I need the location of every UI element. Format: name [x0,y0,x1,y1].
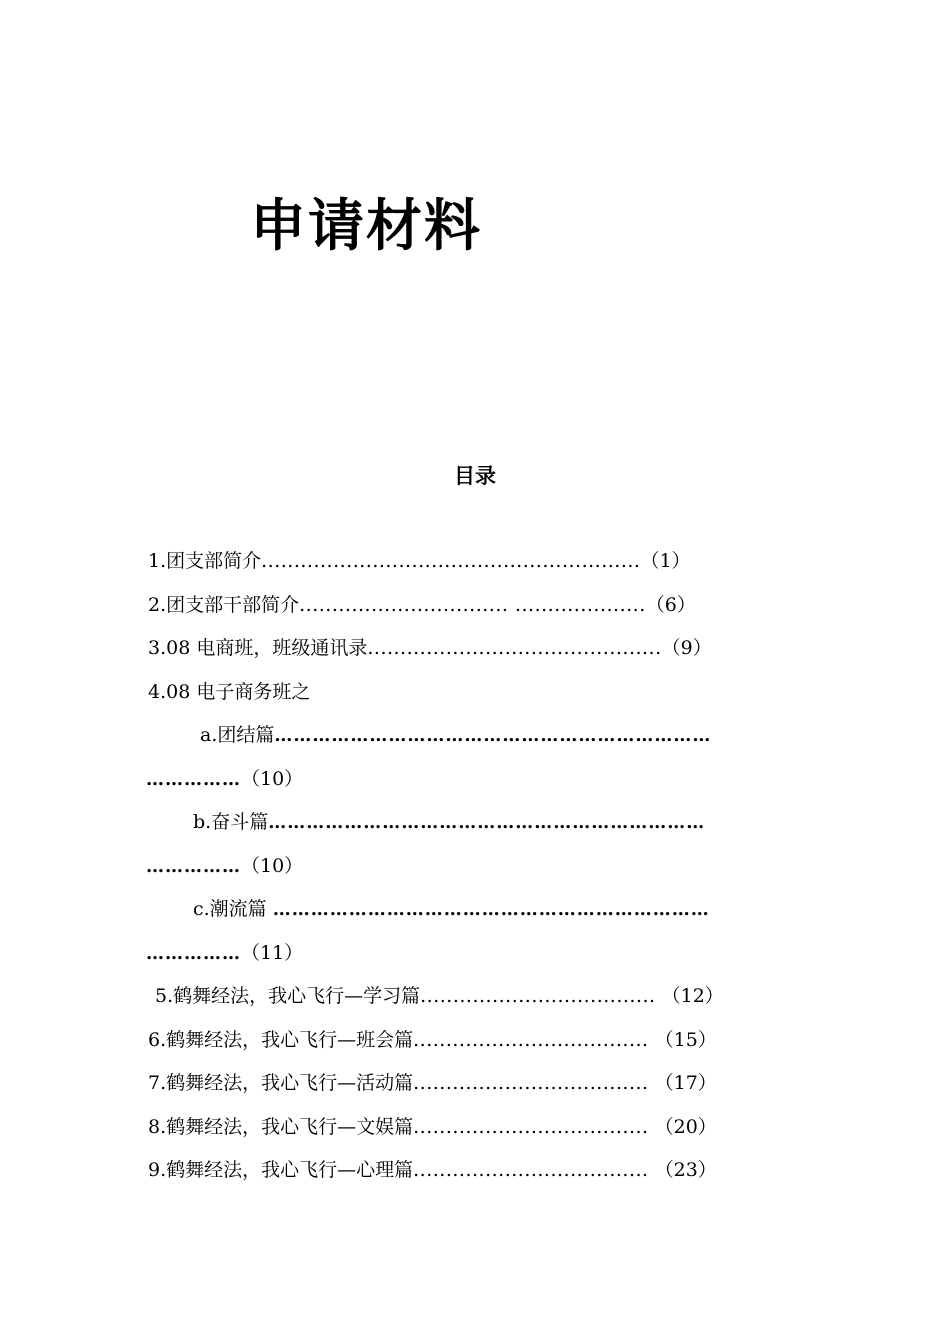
toc-entry-8[interactable] [148,1118,717,1137]
toc-entry-9[interactable] [148,1161,717,1180]
toc-entry-title: b.奋斗篇 [193,811,269,833]
toc-leader: .................................... [420,985,656,1007]
toc-entry-title: 6.鹤舞经法，我心飞行—班会篇 [148,1029,414,1051]
toc-page-number: （11） [241,942,304,964]
document-title: 申请材料 [250,193,482,259]
toc-page-number: （1） [640,550,691,572]
toc-subentry-b[interactable] [193,813,705,832]
toc-entry-title: 2.团支部干部简介 [148,594,300,616]
toc-leader: .................................... [413,1116,649,1138]
toc-page-number: （20） [648,1116,717,1138]
toc-page-number: （10） [241,768,304,790]
toc-leader: .......................................................... [261,550,641,572]
toc-entry-title: 7.鹤舞经法，我心飞行—活动篇 [148,1072,414,1094]
toc-subentry-c[interactable] [193,900,710,919]
toc-entry-title: 9.鹤舞经法，我心飞行—心理篇 [148,1159,414,1181]
toc-leader: ................................ .................... [299,594,646,616]
toc-page-number: （10） [241,855,304,877]
toc-entry-5[interactable] [155,987,724,1006]
toc-entry-6[interactable] [148,1031,717,1050]
toc-entry-title: 1.团支部简介 [148,550,262,572]
toc-subentry-a[interactable] [200,726,711,745]
toc-entry-4[interactable] [148,683,310,702]
toc-entry-title: a.团结篇 [200,724,275,746]
toc-leader: …………………………………………………………… [272,899,710,920]
toc-leader: ............................................. [367,637,662,659]
toc-entry-title: c.潮流篇 [193,898,273,920]
toc-page-number: （17） [648,1072,717,1094]
toc-heading: 目录 [454,463,496,488]
toc-entry-7[interactable] [148,1074,717,1093]
toc-page-number: （23） [648,1159,717,1181]
toc-entry-title: 4.08 电子商务班之 [148,681,311,703]
toc-subentry-c-continuation[interactable] [146,944,303,963]
toc-page-number: （12） [655,985,724,1007]
toc-subentry-b-continuation[interactable] [146,857,303,876]
toc-subentry-a-continuation[interactable] [146,770,303,789]
toc-page-number: （15） [648,1029,717,1051]
toc-leader: .................................... [413,1072,649,1094]
toc-leader: …………… [146,943,241,964]
toc-entry-title: 3.08 电商班，班级通讯录 [148,637,368,659]
toc-leader: …………… [146,856,241,877]
toc-entry-title: 5.鹤舞经法，我心飞行—学习篇 [155,985,421,1007]
toc-entry-1[interactable] [148,552,691,571]
toc-leader: …………… [146,769,241,790]
toc-entry-3[interactable] [148,639,712,658]
toc-leader: .................................... [413,1159,649,1181]
toc-leader: …………………………………………………………… [268,812,706,833]
toc-leader: .................................... [413,1029,649,1051]
toc-page-number: （6） [645,594,696,616]
toc-leader: …………………………………………………………… [274,725,712,746]
toc-entry-2[interactable] [148,596,696,615]
toc-page-number: （9） [661,637,712,659]
toc-entry-title: 8.鹤舞经法，我心飞行—文娱篇 [148,1116,414,1138]
